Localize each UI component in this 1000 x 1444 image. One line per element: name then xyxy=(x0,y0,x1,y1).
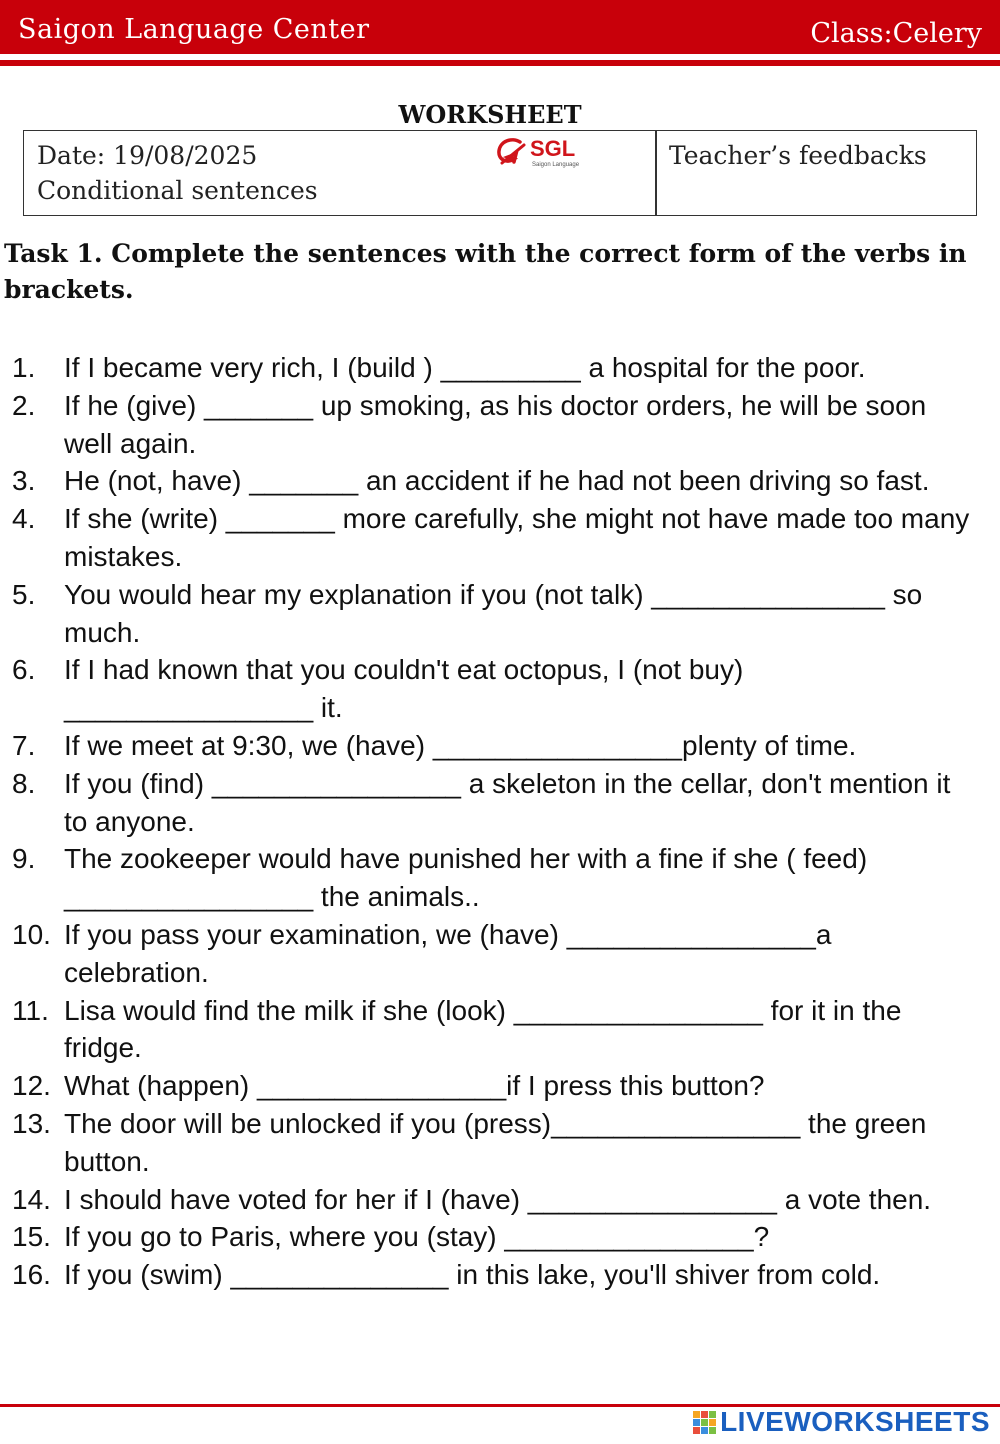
item-text: He (not, have) _______ an accident if he had not been driving so fast. xyxy=(64,465,930,497)
exercise-item xyxy=(12,1218,992,1256)
exercise-item xyxy=(12,387,992,463)
item-number: 8. xyxy=(12,767,36,799)
exercise-item xyxy=(12,576,992,652)
item-text: If you (swim) ______________ in this lake, you'll shiver from cold. xyxy=(64,1259,881,1291)
item-number: 4. xyxy=(12,503,36,535)
item-number: 1. xyxy=(12,352,36,383)
item-text: The zookeeper would have punished her with a fine if she ( feed) ________________ the animals.. xyxy=(64,843,868,913)
item-number: 3. xyxy=(12,465,36,497)
item-text: Lisa would find the milk if she (look) ________________ for it in the fridge. xyxy=(64,994,902,1064)
exercise-item xyxy=(12,1256,992,1294)
task-instruction: Task 1. Complete the sentences with the correct form of the verbs in brackets. xyxy=(4,239,967,304)
exercise-item xyxy=(12,500,992,576)
exercise-item xyxy=(12,916,992,992)
item-number: 10. xyxy=(12,918,51,950)
exercise-item xyxy=(12,651,992,727)
logo-text: SGL xyxy=(530,136,576,161)
item-number: 16. xyxy=(12,1259,51,1291)
exercise-item xyxy=(12,840,992,916)
exercise-item xyxy=(12,765,992,841)
exercise-item xyxy=(12,992,992,1068)
item-number: 14. xyxy=(12,1183,51,1215)
header-bar xyxy=(0,0,1000,54)
info-box xyxy=(23,130,977,216)
item-number: 13. xyxy=(12,1107,51,1139)
item-text: If she (write) _______ more carefully, she might not have made too many mistakes. xyxy=(64,503,970,572)
worksheet-topic: Conditional sentences xyxy=(37,176,318,205)
liveworksheets-text: LIVEWORKSHEETS xyxy=(720,1406,990,1437)
item-text: What (happen) ________________if I press this button? xyxy=(64,1070,765,1102)
sgl-logo xyxy=(494,137,594,173)
item-text: If you go to Paris, where you (stay) ________________? xyxy=(64,1221,770,1253)
item-text: If I had known that you couldn't eat octopus, I (not buy) ________________ it. xyxy=(64,654,744,724)
item-text: You would hear my explanation if you (not talk) _______________ so much. xyxy=(64,578,923,648)
exercise-list xyxy=(12,349,992,1294)
liveworksheets-brand xyxy=(693,1404,990,1440)
center-name: Saigon Language Center xyxy=(18,14,370,45)
item-number: 12. xyxy=(12,1070,51,1102)
item-text: If you (find) ________________ a skeleton in the cellar, don't mention it to anyone. xyxy=(64,767,951,837)
item-number: 5. xyxy=(12,578,36,610)
class-label: Class:Celery xyxy=(810,18,982,49)
item-text: If we meet at 9:30, we (have) ________________plenty of time. xyxy=(64,729,857,761)
item-text: If he (give) _______ up smoking, as his doctor orders, he will be soon well again. xyxy=(64,389,927,459)
teacher-feedback-label: Teacher’s feedbacks xyxy=(669,141,927,170)
worksheet-date: Date: 19/08/2025 xyxy=(37,141,258,170)
item-number: 9. xyxy=(12,843,36,875)
item-text: If you pass your examination, we (have) ________________a celebration. xyxy=(64,918,832,988)
sgl-swirl-icon xyxy=(494,137,528,167)
item-number: 7. xyxy=(12,729,36,761)
header-underline xyxy=(0,60,1000,66)
item-number: 2. xyxy=(12,389,36,421)
worksheet-title: WORKSHEET xyxy=(398,100,582,129)
info-box-divider xyxy=(655,131,657,215)
item-text: The door will be unlocked if you (press)________________ the green button. xyxy=(64,1107,927,1177)
item-text: If I became very rich, I (build ) _________ a hospital for the poor. xyxy=(64,352,866,383)
exercise-item xyxy=(12,1181,992,1219)
liveworksheets-logo-icon xyxy=(693,1411,716,1434)
exercise-item xyxy=(12,1067,992,1105)
exercise-item xyxy=(12,1105,992,1181)
logo-subtext: Saigon Language xyxy=(532,162,580,168)
item-number: 11. xyxy=(12,994,49,1026)
item-number: 15. xyxy=(12,1221,51,1253)
exercise-item xyxy=(12,727,992,765)
item-text: I should have voted for her if I (have) ________________ a vote then. xyxy=(64,1183,932,1215)
item-number: 6. xyxy=(12,654,36,686)
exercise-item xyxy=(12,462,992,500)
exercise-item xyxy=(12,349,992,387)
